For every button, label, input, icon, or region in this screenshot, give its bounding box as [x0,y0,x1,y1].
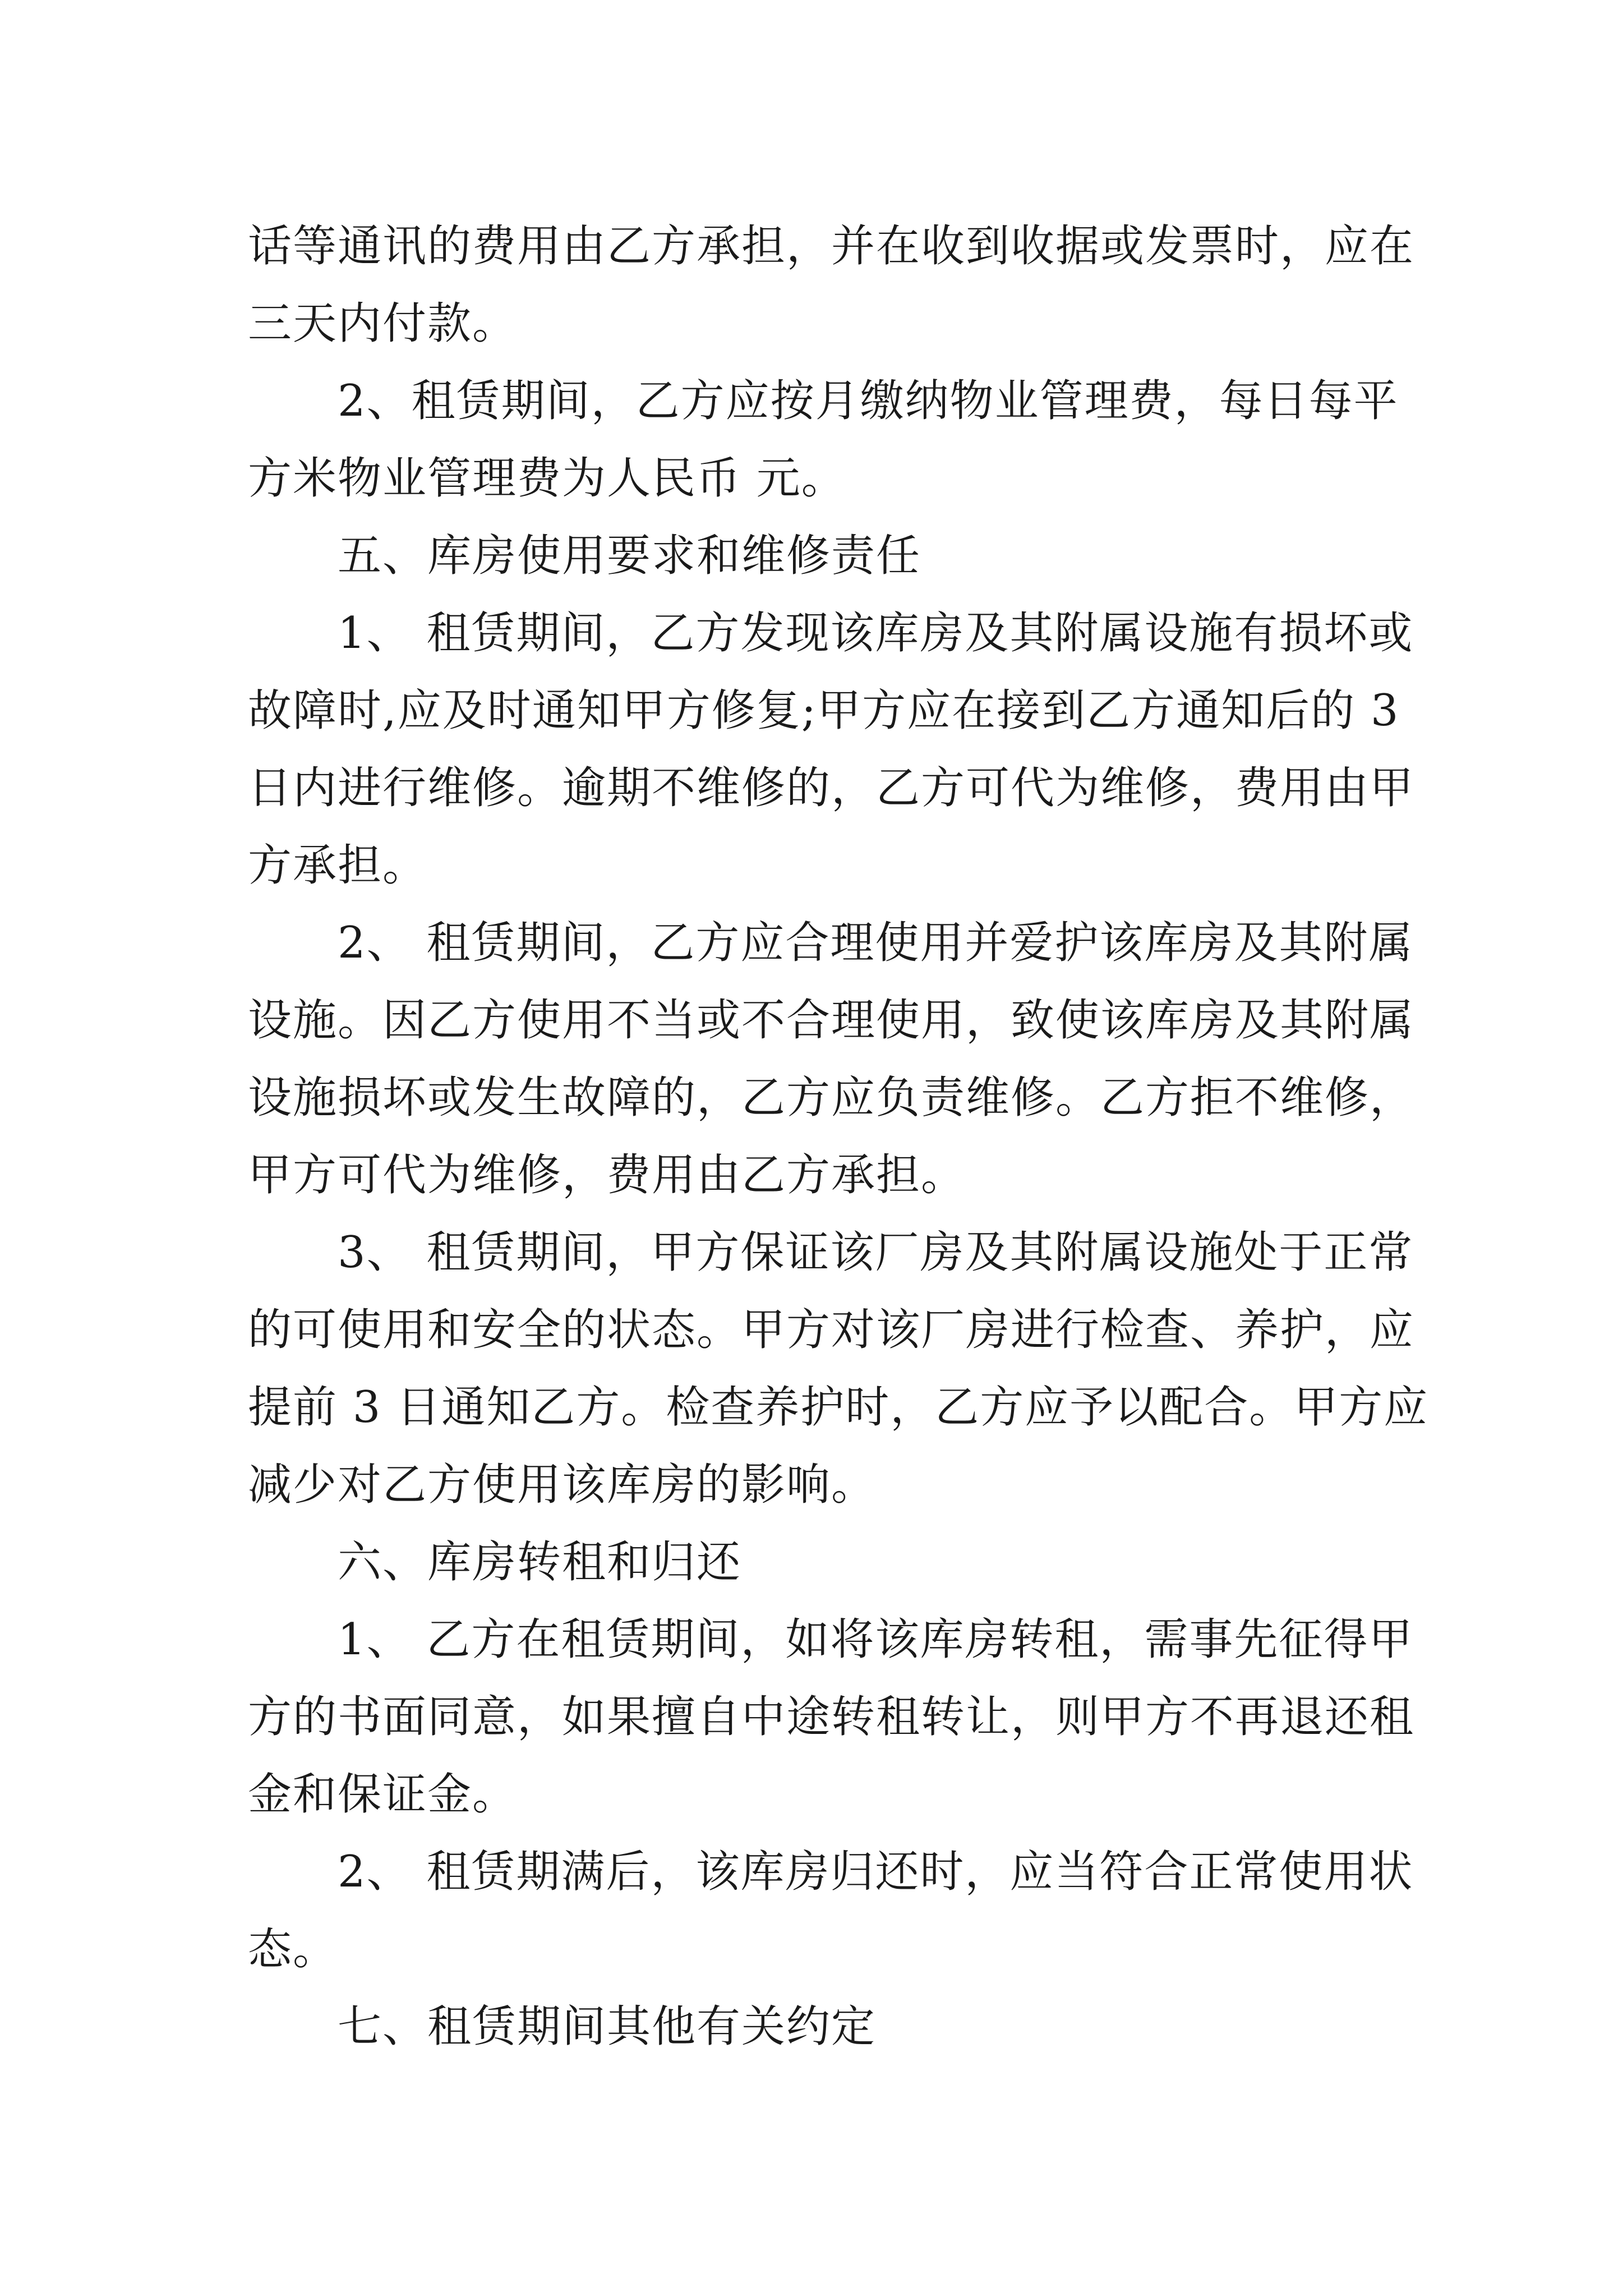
text-line: 话等通讯的费用由乙方承担，并在收到收据或发票时，应在 [248,221,1415,272]
text-line: 态。 [248,1924,338,1975]
text-line: 提前 3 日通知乙方。检查养护时，乙方应予以配合。甲方应 [248,1382,1429,1433]
section-heading: 六、库房转租和归还 [338,1537,742,1588]
section-heading: 五、库房使用要求和维修责任 [338,531,921,581]
text-line: 金和保证金。 [248,1769,518,1820]
text-line: 2、 租赁期满后，该库房归还时，应当符合正常使用状 [338,1847,1414,1897]
text-line: 的可使用和安全的状态。甲方对该厂房进行检查、养护，应 [248,1305,1415,1355]
text-line: 三天内付款。 [248,298,518,349]
text-line: 故障时,应及时通知甲方修复;甲方应在接到乙方通知后的 3 [248,685,1400,736]
document-body [248,208,1429,2065]
text-line: 2、 租赁期间，乙方应合理使用并爱护该库房及其附属 [338,918,1414,968]
section-heading: 七、租赁期间其他有关约定 [338,2001,877,2052]
text-line: 日内进行维修。逾期不维修的，乙方可代为维修，费用由甲 [248,763,1415,813]
text-line: 方的书面同意，如果擅自中途转租转让，则甲方不再退还租 [248,1692,1415,1742]
text-line: 1、 租赁期间，乙方发现该库房及其附属设施有损坏或 [338,608,1414,659]
text-line: 甲方可代为维修，费用由乙方承担。 [248,1150,966,1200]
text-line: 方米物业管理费为人民币 元。 [248,453,846,504]
text-line: 方承担。 [248,840,428,891]
text-line: 1、 乙方在租赁期间，如将该库房转租，需事先征得甲 [338,1614,1414,1665]
text-line: 3、 租赁期间，甲方保证该厂房及其附属设施处于正常 [338,1227,1414,1278]
text-line: 设施损坏或发生故障的，乙方应负责维修。乙方拒不维修， [248,1073,1415,1123]
text-line: 设施。因乙方使用不当或不合理使用，致使该库房及其附属 [248,995,1415,1046]
text-line: 减少对乙方使用该库房的影响。 [248,1460,877,1510]
text-line: 2、租赁期间，乙方应按月缴纳物业管理费，每日每平 [338,376,1399,426]
